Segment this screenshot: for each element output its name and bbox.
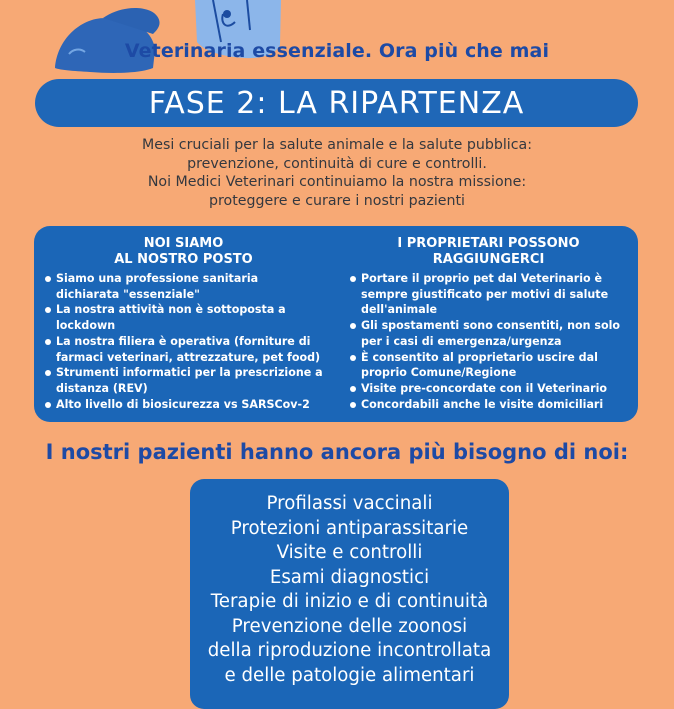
right-column-title xyxy=(347,236,630,268)
list-item: Siamo una professione sanitaria dichiarata "essenziale" xyxy=(56,271,325,302)
list-item: La nostra attività non è sottoposta a lockdown xyxy=(56,302,325,333)
phase-title-banner: FASE 2: LA RIPARTENZA xyxy=(35,79,638,127)
list-item: Strumenti informatici per la prescrizione a distanza (REV) xyxy=(56,365,325,396)
left-title-line-1: NOI SIAMO xyxy=(143,236,224,251)
list-item: Visite pre-concordate con il Veterinario xyxy=(361,381,630,397)
list-item: Alto livello di biosicurezza vs SARSCov-2 xyxy=(56,397,325,413)
list-item: Gli spostamenti sono consentiti, non solo per i casi di emergenza/urgenza xyxy=(361,318,630,349)
right-column xyxy=(333,236,630,412)
service-item: Prevenzione delle zoonosi xyxy=(231,615,468,637)
tagline: Veterinaria essenziale. Ora più che mai xyxy=(124,40,550,62)
left-column-title xyxy=(42,236,325,268)
left-column xyxy=(42,236,333,412)
list-item: È consentito al proprietario uscire dal proprio Comune/Regione xyxy=(361,350,630,381)
list-item: Concordabili anche le visite domiciliari xyxy=(361,397,630,413)
service-item: Esami diagnostici xyxy=(269,566,430,588)
list-item: Portare il proprio pet dal Veterinario è sempre giustificato per motivi di salute dell'animale xyxy=(361,271,630,318)
intro-line: Noi Medici Veterinari continuiamo la nostra missione: xyxy=(147,174,527,190)
left-bullet-list xyxy=(42,271,325,412)
info-panel xyxy=(34,226,638,422)
service-item: Protezioni antiparassitarie xyxy=(230,517,469,539)
list-item: La nostra filiera è operativa (forniture di farmaci veterinari, attrezzature, pet food) xyxy=(56,334,325,365)
intro-line: prevenzione, continuità di cure e controlli. xyxy=(187,155,487,172)
right-bullet-list xyxy=(347,271,630,412)
right-title-line-1: I PROPRIETARI POSSONO xyxy=(397,236,580,251)
right-title-line-2: RAGGIUNGERCI xyxy=(432,252,545,267)
service-item: della riproduzione incontrollata xyxy=(207,640,492,661)
intro-paragraph xyxy=(0,136,674,210)
intro-line: proteggere e curare i nostri pazienti xyxy=(209,192,465,209)
left-title-line-2: AL NOSTRO POSTO xyxy=(114,252,253,267)
needs-heading: I nostri pazienti hanno ancora più bisogno di noi: xyxy=(45,440,629,464)
service-item: Profilassi vaccinali xyxy=(266,493,433,514)
service-item: Visite e controlli xyxy=(276,542,423,563)
intro-line: Mesi cruciali per la salute animale e la salute pubblica: xyxy=(141,137,532,153)
service-item: Terapie di inizio e di continuità xyxy=(210,591,489,612)
service-item: e delle patologie alimentari xyxy=(224,664,475,686)
